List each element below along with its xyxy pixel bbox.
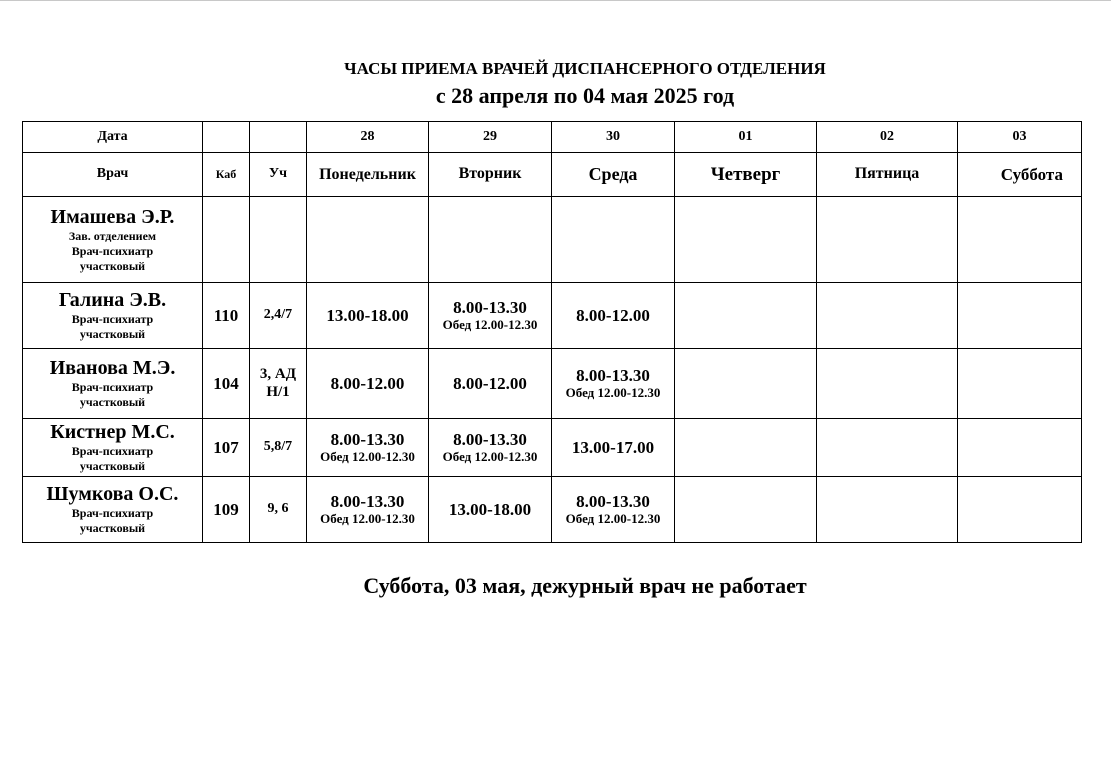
time-range: 13.00-18.00 [326,305,409,325]
saturday-cell [958,197,1082,283]
thursday-cell [675,349,817,419]
lunch-break: Обед 12.00-12.30 [320,448,415,464]
tuesday-cell [429,477,552,543]
saturday-cell [958,283,1082,349]
date-cell-mon: 28 [307,122,429,153]
header-tuesday: Вторник [429,153,552,197]
table-row [23,197,1082,283]
friday-cell [817,283,958,349]
wednesday-cell [552,197,675,283]
thursday-cell [675,283,817,349]
monday-cell [307,477,429,543]
friday-cell [817,349,958,419]
doctor-role: Врач-психиатр участковый [71,380,154,409]
doctor-role: Врач-психиатр участковый [71,312,154,341]
table-row [23,349,1082,419]
date-empty-cell [250,122,307,153]
date-cell-fri: 02 [817,122,958,153]
doctor-cell [23,349,203,419]
header-area: Уч [250,153,307,197]
header-wednesday: Среда [552,153,675,197]
header-friday: Пятница [817,153,958,197]
doctor-cell [23,197,203,283]
lunch-break: Обед 12.00-12.30 [442,316,538,332]
doctor-role: Зав. отделением Врач-психиатр участковый [68,228,157,273]
doctor-name: Иванова М.Э. [49,357,176,379]
time-range: 13.00-17.00 [571,437,655,457]
table-row [23,419,1082,477]
area-cell: 9, 6 [250,477,307,543]
lunch-break: Обед 12.00-12.30 [442,448,538,464]
footer-note: Суббота, 03 мая, дежурный врач не работает [363,573,807,598]
area-cell: 3, АДН/1 [250,349,307,419]
date-label-cell: Дата [23,122,203,153]
doctor-role: Врач-психиатр участковый [71,506,154,535]
friday-cell [817,197,958,283]
doctor-name: Галина Э.В. [58,289,167,311]
time-range: 8.00-12.00 [576,305,650,325]
monday-cell [307,283,429,349]
tuesday-cell [429,419,552,477]
doctor-cell [23,419,203,477]
date-cell-tue: 29 [429,122,552,153]
room-cell: 110 [203,283,250,349]
doctor-cell [23,477,203,543]
time-range: 8.00-13.30 [453,298,527,318]
header-monday [307,153,429,197]
thursday-cell [675,477,817,543]
monday-cell [307,197,429,283]
schedule-period: с 28 апреля по 04 мая 2025 год [435,83,735,108]
tuesday-cell [429,283,552,349]
time-range: 8.00-13.30 [330,492,405,512]
area-cell: 2,4/7 [250,283,307,349]
date-row [23,122,1082,153]
monday-cell [307,349,429,419]
room-cell: 109 [203,477,250,543]
saturday-cell [958,349,1082,419]
time-range: 8.00-13.30 [576,366,650,386]
header-row [23,153,1082,197]
doctor-role: Врач-психиатр участковый [71,444,154,473]
header-monday-label: Понедельник [319,165,416,183]
schedule-table [22,121,1082,543]
doctor-name: Имашева Э.Р. [50,205,175,228]
thursday-cell [675,197,817,283]
time-range: 8.00-13.30 [330,430,405,450]
friday-cell [817,419,958,477]
wednesday-cell [552,477,675,543]
schedule-title: ЧАСЫ ПРИЕМА ВРАЧЕЙ ДИСПАНСЕРНОГО ОТДЕЛЕНИЯ [344,59,826,78]
wednesday-cell [552,283,675,349]
tuesday-cell [429,197,552,283]
wednesday-cell [552,419,675,477]
monday-cell [307,419,429,477]
time-range: 8.00-12.00 [330,373,405,393]
doctor-name: Кистнер М.С. [50,421,175,443]
area-cell: 5,8/7 [250,419,307,477]
header-thursday: Четверг [675,153,817,197]
room-cell: 104 [203,349,250,419]
doctor-cell [23,283,203,349]
time-range: 8.00-13.30 [453,430,527,450]
table-row [23,283,1082,349]
friday-cell [817,477,958,543]
lunch-break: Обед 12.00-12.30 [320,510,415,526]
lunch-break: Обед 12.00-12.30 [565,384,661,400]
area-cell [250,197,307,283]
header-doctor: Врач [23,153,203,197]
header-saturday: Суббота [958,153,1082,197]
time-range: 8.00-12.00 [453,373,527,393]
lunch-break: Обед 12.00-12.30 [565,510,661,526]
doctor-name: Шумкова О.С. [46,483,179,505]
room-cell [203,197,250,283]
top-border-line [0,0,1111,1]
saturday-cell [958,419,1082,477]
tuesday-cell [429,349,552,419]
wednesday-cell [552,349,675,419]
thursday-cell [675,419,817,477]
room-cell: 107 [203,419,250,477]
saturday-cell [958,477,1082,543]
date-cell-wed: 30 [552,122,675,153]
header-room: Каб [203,153,250,197]
time-range: 13.00-18.00 [448,499,532,519]
date-empty-cell [203,122,250,153]
time-range: 8.00-13.30 [576,492,650,512]
date-cell-sat: 03 [958,122,1082,153]
table-row [23,477,1082,543]
date-cell-thu: 01 [675,122,817,153]
